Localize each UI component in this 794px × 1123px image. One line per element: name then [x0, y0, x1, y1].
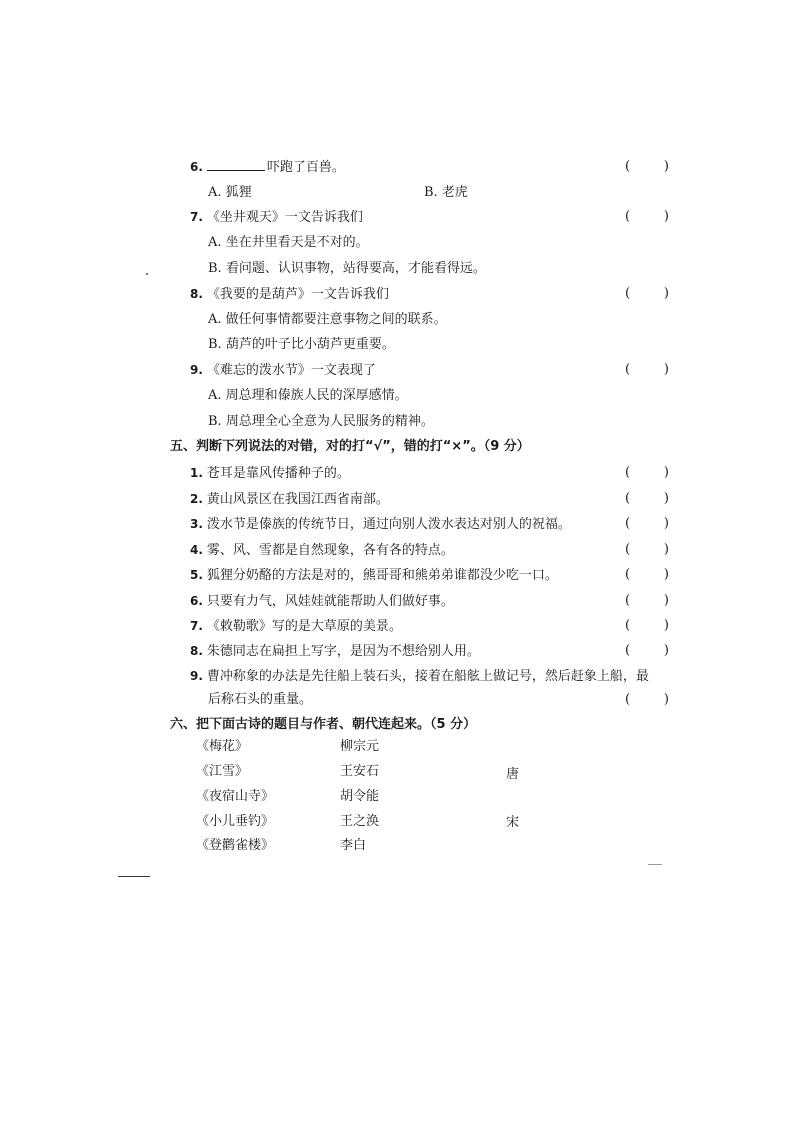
section-6-title: 六、把下面古诗的题目与作者、朝代连起来。（5 分） — [170, 717, 477, 732]
answer-paren-q6[interactable]: ( ) — [625, 159, 669, 174]
answer-blank[interactable] — [207, 158, 265, 171]
judge-item-5: 5. 狐狸分奶酪的方法是对的，熊哥哥和熊弟弟谁都没少吃一口。 — [190, 568, 558, 583]
q9-option-a: A. 周总理和傣族人民的深厚感情。 — [208, 388, 408, 403]
poem-title[interactable]: 《小儿垂钓》 — [196, 814, 275, 829]
answer-paren-q7[interactable]: ( ) — [625, 209, 669, 224]
judge-item-1: 1. 苍耳是靠风传播种子的。 — [190, 466, 350, 481]
q6-option-b: B. 老虎 — [424, 185, 468, 200]
judge-item-9-cont: 后称石头的重量。 — [208, 692, 313, 707]
answer-paren-q8[interactable]: ( ) — [625, 286, 669, 301]
q7-option-a: A. 坐在井里看天是不对的。 — [208, 235, 369, 250]
answer-paren-j6[interactable]: ( ) — [625, 593, 669, 608]
dynasty-name[interactable]: 宋 — [506, 815, 520, 830]
answer-paren-q9[interactable]: ( ) — [625, 362, 669, 377]
judge-item-7: 7. 《敕勒歌》写的是大草原的美景。 — [190, 619, 402, 634]
answer-paren-j2[interactable]: ( ) — [625, 491, 669, 506]
q6-option-a: A. 狐狸 — [208, 185, 252, 200]
scan-mark-left — [118, 876, 150, 877]
answer-paren-j9[interactable]: ( ) — [625, 692, 669, 707]
judge-item-8: 8. 朱德同志在扁担上写字，是因为不想给别人用。 — [190, 644, 480, 659]
judge-item-9: 9. 曹冲称象的办法是先往船上装石头，接着在船舷上做记号，然后赶象上船，最 — [190, 669, 649, 684]
judge-item-4: 4. 雾、风、雪都是自然现象，各有各的特点。 — [190, 543, 454, 558]
poem-title[interactable]: 《梅花》 — [196, 739, 249, 754]
q8-option-b: B. 葫芦的叶子比小葫芦更重要。 — [208, 337, 395, 352]
scan-mark-right — [648, 864, 662, 865]
author-name[interactable]: 王安石 — [340, 764, 380, 779]
author-name[interactable]: 胡令能 — [340, 789, 380, 804]
q8-option-a: A. 做任何事情都要注意事物之间的联系。 — [208, 312, 447, 327]
judge-item-2: 2. 黄山风景区在我国江西省南部。 — [190, 492, 389, 507]
author-name[interactable]: 王之涣 — [340, 814, 380, 829]
q9-option-b: B. 周总理全心全意为人民服务的精神。 — [208, 414, 434, 429]
question-8: 8. 《我要的是葫芦》一文告诉我们 — [190, 287, 389, 302]
poem-title[interactable]: 《江雪》 — [196, 764, 249, 779]
section-5-title: 五、判断下列说法的对错，对的打“√”，错的打“×”。（9 分） — [170, 439, 530, 454]
poem-title[interactable]: 《登鹳雀楼》 — [196, 838, 275, 853]
answer-paren-j1[interactable]: ( ) — [625, 465, 669, 480]
question-6: 6. 吓跑了百兽。 — [190, 160, 345, 175]
author-name[interactable]: 李白 — [340, 838, 367, 853]
judge-item-3: 3. 泼水节是傣族的传统节日，通过向别人泼水表达对别人的祝福。 — [190, 517, 571, 532]
scan-speck — [146, 273, 148, 275]
answer-paren-j8[interactable]: ( ) — [625, 643, 669, 658]
dynasty-name[interactable]: 唐 — [506, 767, 520, 782]
poem-title[interactable]: 《夜宿山寺》 — [196, 789, 275, 804]
q7-option-b: B. 看问题、认识事物，站得要高，才能看得远。 — [208, 261, 486, 276]
judge-item-6: 6. 只要有力气，风娃娃就能帮助人们做好事。 — [190, 594, 454, 609]
answer-paren-j4[interactable]: ( ) — [625, 542, 669, 557]
question-7: 7. 《坐井观天》一文告诉我们 — [190, 210, 363, 225]
answer-paren-j5[interactable]: ( ) — [625, 567, 669, 582]
question-9: 9. 《难忘的泼水节》一文表现了 — [190, 363, 376, 378]
answer-paren-j7[interactable]: ( ) — [625, 618, 669, 633]
answer-paren-j3[interactable]: ( ) — [625, 516, 669, 531]
author-name[interactable]: 柳宗元 — [340, 739, 380, 754]
